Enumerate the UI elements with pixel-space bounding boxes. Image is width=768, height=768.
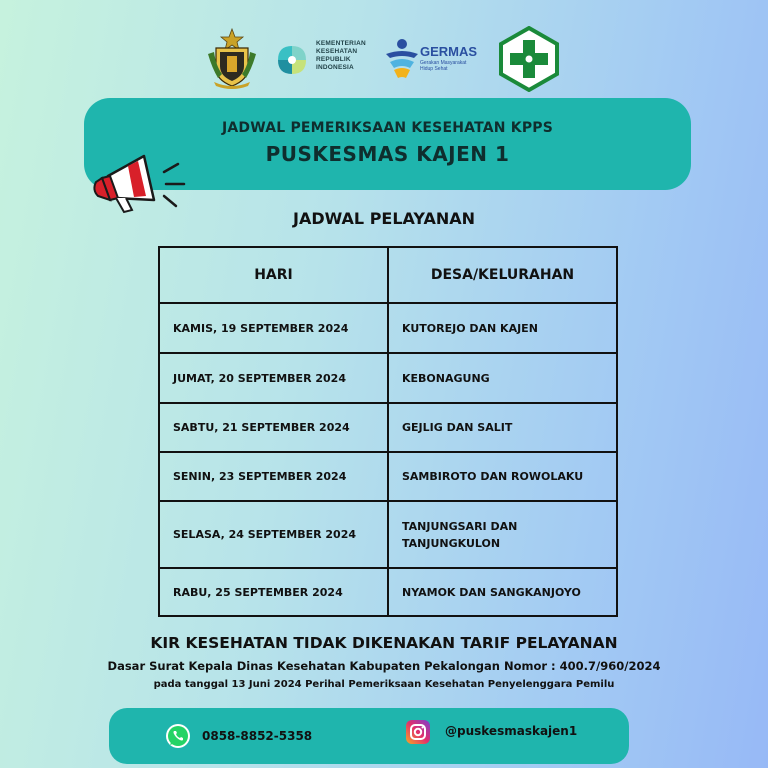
logo-row: [0, 26, 768, 96]
cell-village: KUTOREJO DAN KAJEN: [388, 303, 617, 353]
puskesmas-cross-icon: [499, 26, 559, 92]
legal-basis-date: pada tanggal 13 Juni 2024 Perihal Pemeriksaan Kesehatan Penyelenggara Pemilu: [153, 679, 615, 690]
header-day: HARI: [159, 247, 388, 303]
cell-day: SELASA, 24 SEPTEMBER 2024: [159, 501, 388, 568]
kemenkes-logo: [270, 34, 375, 88]
cell-day: KAMIS, 19 SEPTEMBER 2024: [159, 303, 388, 353]
cell-day: SENIN, 23 SEPTEMBER 2024: [159, 452, 388, 501]
table-row: [159, 568, 617, 616]
cell-day: RABU, 25 SEPTEMBER 2024: [159, 568, 388, 616]
cell-day: SABTU, 21 SEPTEMBER 2024: [159, 403, 388, 452]
contact-footer: [109, 708, 629, 764]
kemenkes-leaf-icon: [270, 38, 314, 82]
phone-number[interactable]: 0858-8852-5358: [202, 729, 313, 743]
jateng-emblem-icon: [204, 28, 260, 90]
table-row: [159, 403, 617, 452]
table-row: [159, 353, 617, 403]
schedule-table: [158, 246, 618, 617]
table-row: [159, 303, 617, 353]
banner-title: JADWAL PEMERIKSAAN KESEHATAN KPPS: [221, 120, 554, 136]
table-row: [159, 501, 617, 568]
table-row: [159, 452, 617, 501]
table-header-row: [159, 247, 617, 303]
instagram-icon[interactable]: [405, 719, 431, 745]
cell-village: NYAMOK DAN SANGKANJOYO: [388, 568, 617, 616]
cell-village: GEJLIG DAN SALIT: [388, 403, 617, 452]
whatsapp-icon[interactable]: [165, 723, 191, 749]
section-title: JADWAL PELAYANAN: [293, 209, 475, 228]
kemenkes-text: KEMENTERIAN KESEHATAN REPUBLIK INDONESIA: [316, 40, 366, 71]
cell-village: TANJUNGSARI DAN TANJUNGKULON: [388, 501, 617, 568]
cell-village: SAMBIROTO DAN ROWOLAKU: [388, 452, 617, 501]
germas-logo: [384, 36, 484, 82]
header-village: DESA/KELURAHAN: [388, 247, 617, 303]
germas-figure-icon: [384, 36, 420, 82]
fee-notice: KIR KESEHATAN TIDAK DIKENAKAN TARIF PELAYANAN: [150, 634, 618, 652]
cell-village: KEBONAGUNG: [388, 353, 617, 403]
germas-subtitle: Gerakan Masyarakat Hidup Sehat: [420, 60, 467, 72]
instagram-handle[interactable]: @puskesmaskajen1: [445, 724, 578, 738]
cell-day: JUMAT, 20 SEPTEMBER 2024: [159, 353, 388, 403]
legal-basis: Dasar Surat Kepala Dinas Kesehatan Kabupaten Pekalongan Nomor : 400.7/960/2024: [107, 659, 661, 673]
germas-title: GERMAS: [420, 44, 478, 59]
banner-subtitle: PUSKESMAS KAJEN 1: [265, 142, 510, 166]
